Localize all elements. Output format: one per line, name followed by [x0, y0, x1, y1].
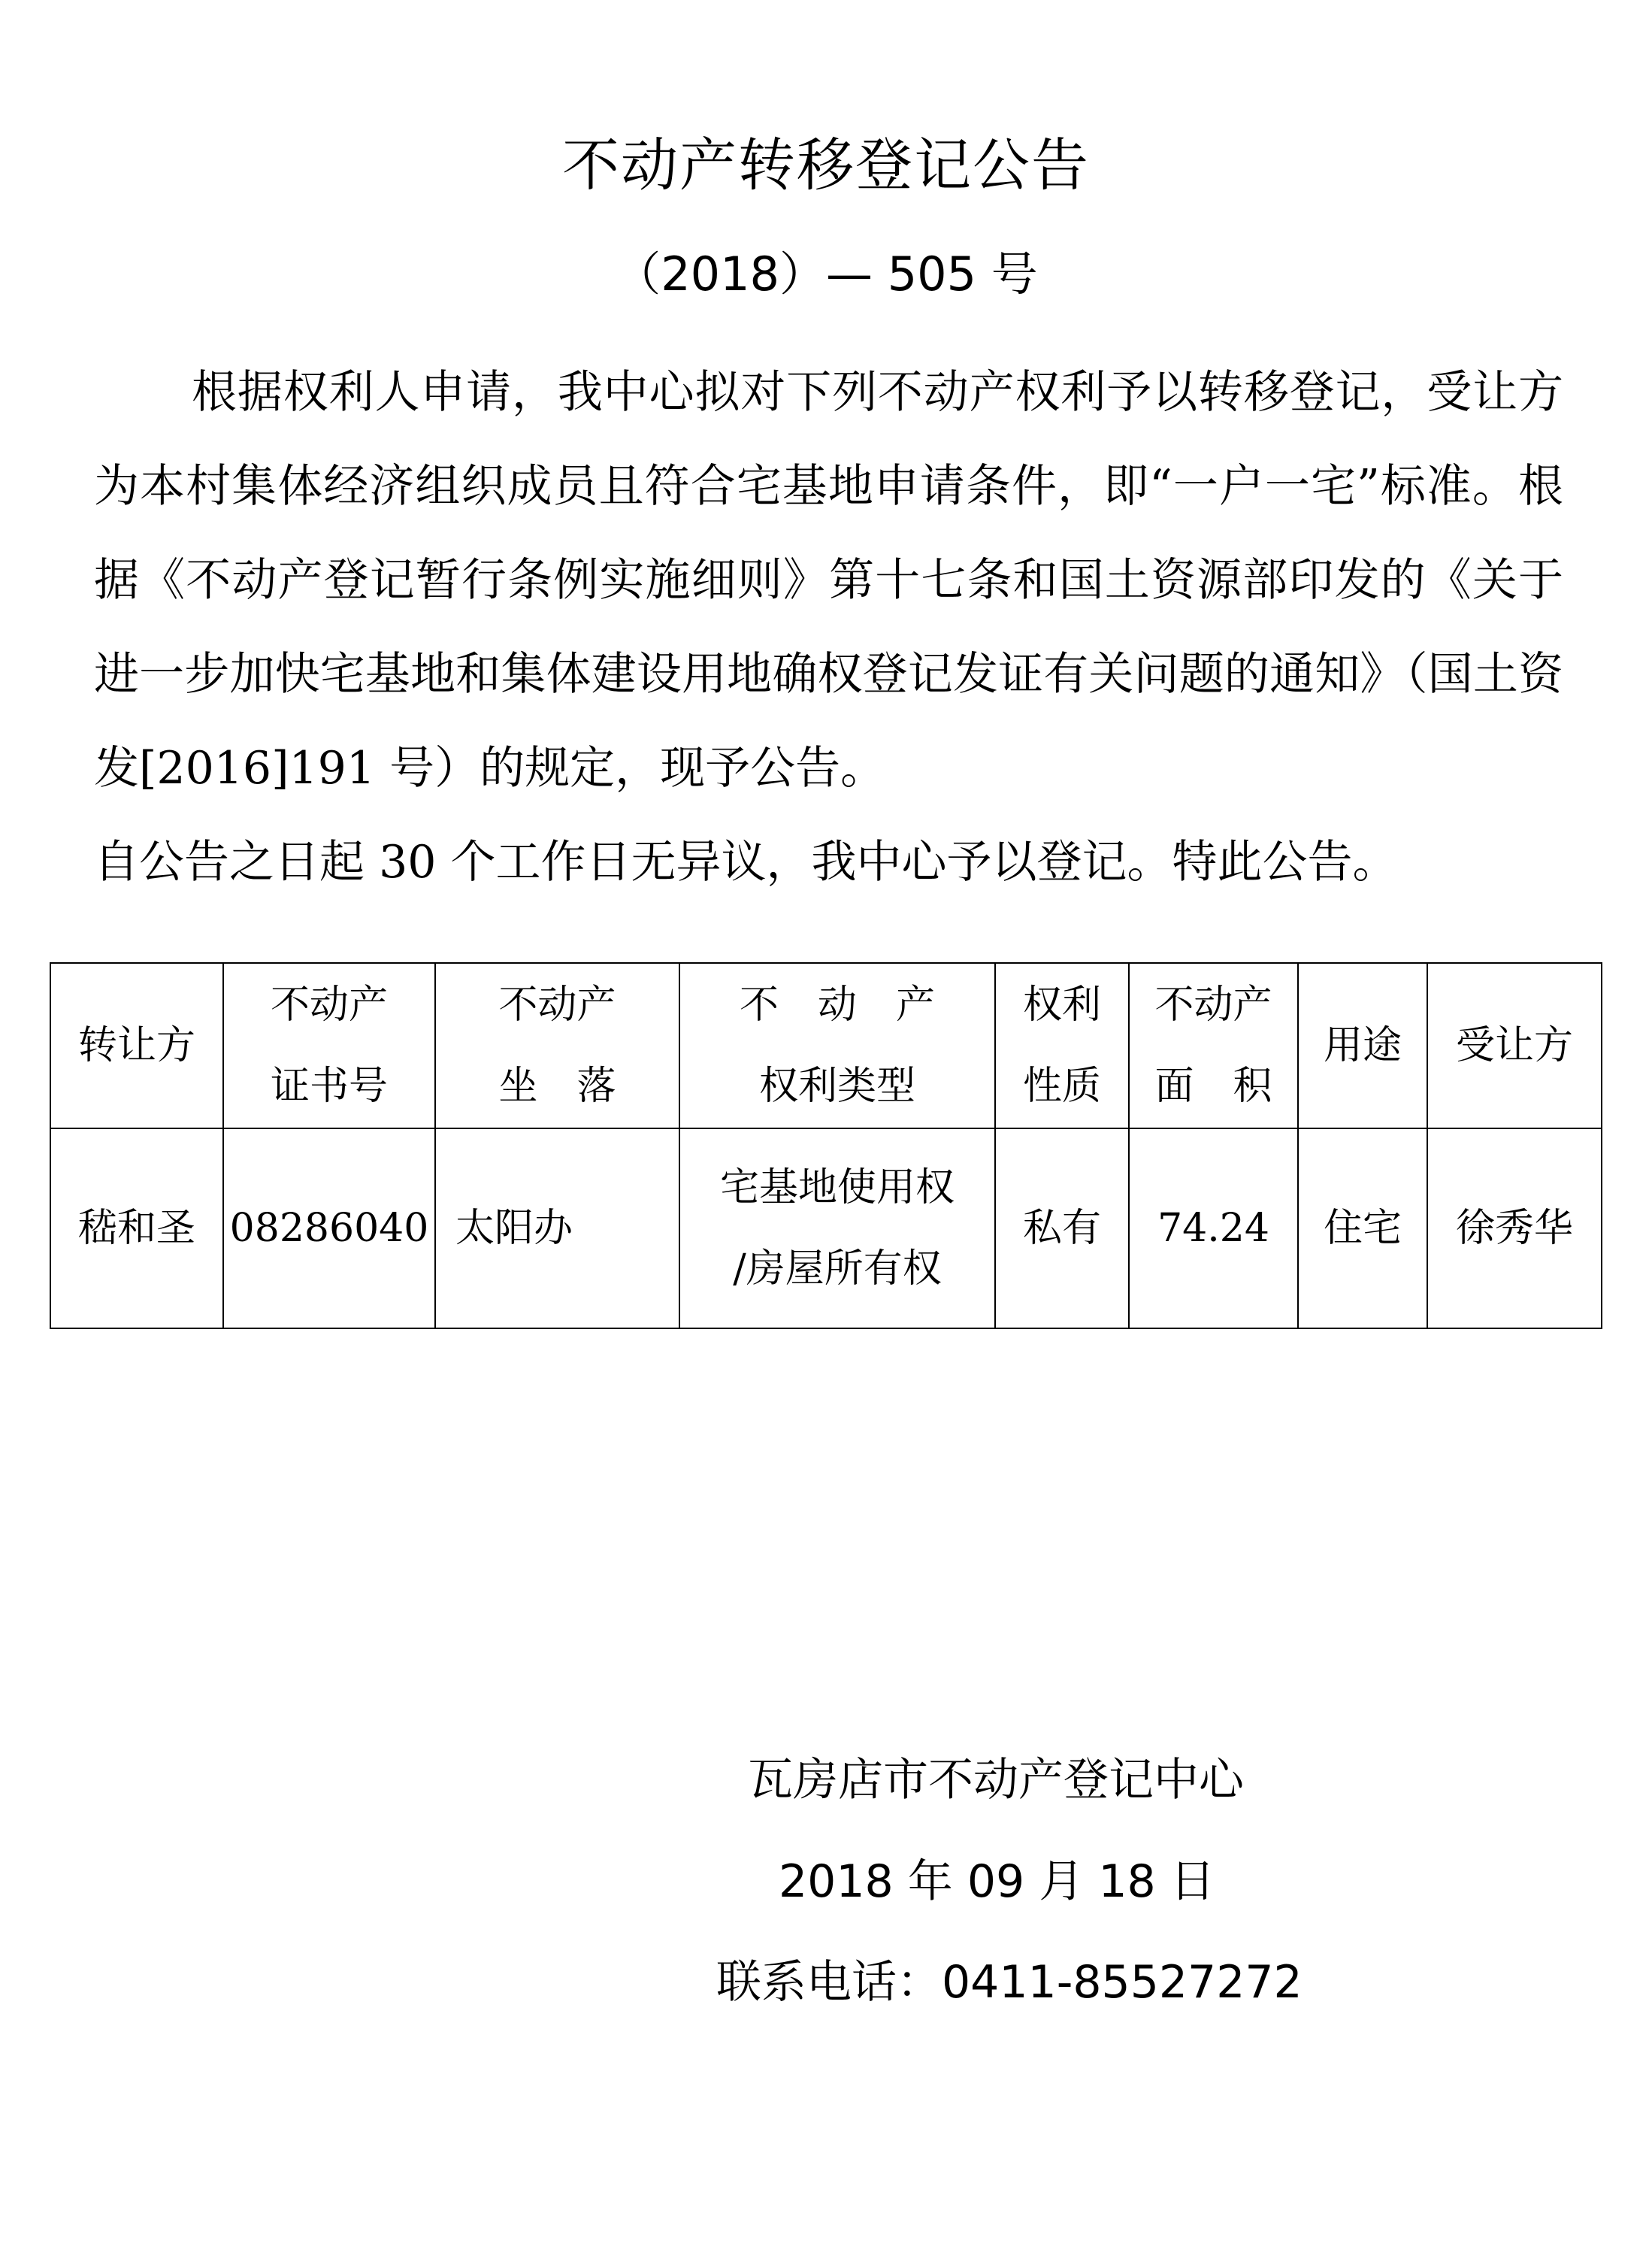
cell-right-type-line1: 宅基地使用权 [719, 1165, 955, 1210]
header-right-nature-line1: 权利 [1022, 983, 1101, 1028]
contact-phone: 联系电话：0411-85527272 [716, 1956, 1303, 2009]
notice-paragraph-objection: 自公告之日起 30 个工作日无异议，我中心予以登记。特此公告。 [94, 836, 1398, 889]
header-right-type [679, 963, 995, 1128]
header-right-type-line2: 权利类型 [758, 1064, 915, 1109]
header-usage [1298, 963, 1427, 1128]
header-location [435, 963, 679, 1128]
notice-title: 不动产转移登记公告 [562, 132, 1090, 198]
cell-transferor: 嵇和圣 [50, 1128, 223, 1328]
cell-area: 74.24 [1129, 1128, 1298, 1328]
header-area-line2: 面 积 [1154, 1064, 1272, 1109]
header-usage-label: 用途 [1323, 1023, 1402, 1068]
header-transferee [1427, 963, 1602, 1128]
document-number: （2018）— 505 号 [614, 247, 1038, 301]
header-right-type-line1: 不 动 产 [739, 983, 935, 1028]
header-certificate-no-line2: 证书号 [270, 1064, 388, 1109]
header-area-line1: 不动产 [1154, 983, 1272, 1028]
cell-location: 太阳办 [435, 1128, 679, 1328]
header-transferor [50, 963, 223, 1128]
issuing-organization: 瓦房店市不动产登记中心 [748, 1754, 1244, 1806]
notice-body [94, 346, 1563, 910]
cell-right-nature: 私有 [995, 1128, 1129, 1328]
header-location-line2: 坐 落 [498, 1064, 616, 1109]
cell-transferee: 徐秀华 [1427, 1128, 1602, 1328]
header-certificate-no [223, 963, 435, 1128]
cell-right-type [679, 1128, 995, 1328]
header-transferor-label: 转让方 [77, 1023, 195, 1068]
table-header-row [50, 963, 1602, 1128]
transfer-table [50, 962, 1602, 1329]
cell-right-type-line2: /房屋所有权 [733, 1246, 942, 1291]
table-row [50, 1128, 1602, 1328]
header-right-nature-line2: 性质 [1022, 1064, 1101, 1109]
header-certificate-no-line1: 不动产 [270, 983, 388, 1028]
issue-date: 2018 年 09 月 18 日 [779, 1855, 1215, 1908]
header-transferee-label: 受让方 [1455, 1023, 1573, 1068]
cell-usage: 住宅 [1298, 1128, 1427, 1328]
header-area [1129, 963, 1298, 1128]
notice-paragraph-main: 根据权利人申请，我中心拟对下列不动产权利予以转移登记，受让方为本村集体经济组织成员且符合宅基地申请条件，即“一户一宅”标准。根据《不动产登记暂行条例实施细则》第十七条和国土资源部印发的《关于进一步加快宅基地和集体建设用地确权登记发证有关问题的通知》（国土资发[2016]191 号）的规定，现予公告。 [94, 366, 1563, 795]
cell-certificate-no: 08286040 [223, 1128, 435, 1328]
header-location-line1: 不动产 [498, 983, 616, 1028]
header-right-nature [995, 963, 1129, 1128]
